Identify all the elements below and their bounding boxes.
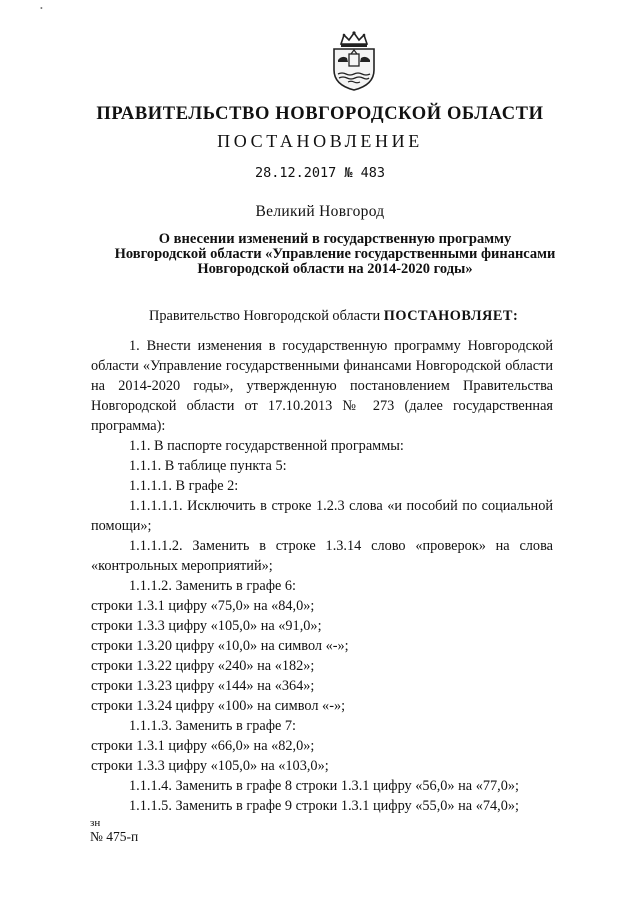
paragraph: строки 1.3.22 цифру «240» на «182»;	[91, 658, 315, 674]
paragraph: 1.1.1.4. Заменить в графе 8 строки 1.3.1 цифру «56,0» на «77,0»;	[129, 778, 520, 794]
paragraph: строки 1.3.1 цифру «75,0» на «84,0»;	[91, 598, 315, 614]
paragraph: строки 1.3.23 цифру «144» на «364»;	[91, 678, 315, 694]
paragraph: 1.1.1.1.2. Заменить в строке 1.3.14 слово «проверок» на слова «контрольных мероприятий»;	[91, 538, 553, 574]
novgorod-coat-of-arms-icon	[329, 30, 379, 92]
subject-line-3: Новгородской области на 2014-2020 годы»	[197, 261, 473, 277]
paragraph: строки 1.3.3 цифру «105,0» на «103,0»;	[91, 758, 329, 774]
document-body	[91, 306, 553, 816]
paragraph: 1.1.1. В таблице пункта 5:	[129, 458, 287, 474]
paragraph: 1.1. В паспорте государственной программы:	[129, 438, 404, 454]
lead-text: Правительство Новгородской области	[149, 308, 384, 324]
paragraph: 1.1.1.5. Заменить в графе 9 строки 1.3.1 цифру «55,0» на «74,0»;	[129, 798, 520, 814]
footer-document-number: № 475-п	[90, 829, 139, 844]
document-subject	[90, 232, 580, 277]
paragraph: 1. Внести изменения в государственную программу Новгородской области «Управление государственными финансами Новгородской области на 2014-2020 годы», утвержденную постановлением Правительства Новгородской области от 17.10.2013 № 273 (далее государственная программа):	[91, 338, 553, 434]
document-type: ПОСТАНОВЛЕНИЕ	[217, 131, 423, 151]
paragraph: строки 1.3.24 цифру «100» на символ «-»;	[91, 698, 346, 714]
paragraph: 1.1.1.1. В графе 2:	[129, 478, 239, 494]
footer-code: зн	[90, 817, 101, 829]
issue-city: Великий Новгород	[255, 203, 385, 220]
scan-mark: •	[40, 4, 43, 13]
resolution-lead	[91, 306, 553, 326]
paragraph: 1.1.1.1.1. Исключить в строке 1.2.3 слова «и пособий по социальной помощи»;	[91, 498, 553, 534]
paragraph: 1.1.1.3. Заменить в графе 7:	[129, 718, 296, 734]
organization-name: ПРАВИТЕЛЬСТВО НОВГОРОДСКОЙ ОБЛАСТИ	[96, 104, 544, 124]
paragraph: строки 1.3.20 цифру «10,0» на символ «-»;	[91, 638, 349, 654]
paragraph: строки 1.3.1 цифру «66,0» на «82,0»;	[91, 738, 315, 754]
paragraph: строки 1.3.3 цифру «105,0» на «91,0»;	[91, 618, 322, 634]
subject-line-1: О внесении изменений в государственную программу	[158, 231, 512, 247]
subject-line-2: Новгородской области «Управление государственными финансами	[114, 246, 556, 262]
document-date-number: 28.12.2017 № 483	[254, 165, 386, 181]
lead-decree-word: ПОСТАНОВЛЯЕТ:	[383, 308, 519, 324]
paragraph: 1.1.1.2. Заменить в графе 6:	[129, 578, 296, 594]
